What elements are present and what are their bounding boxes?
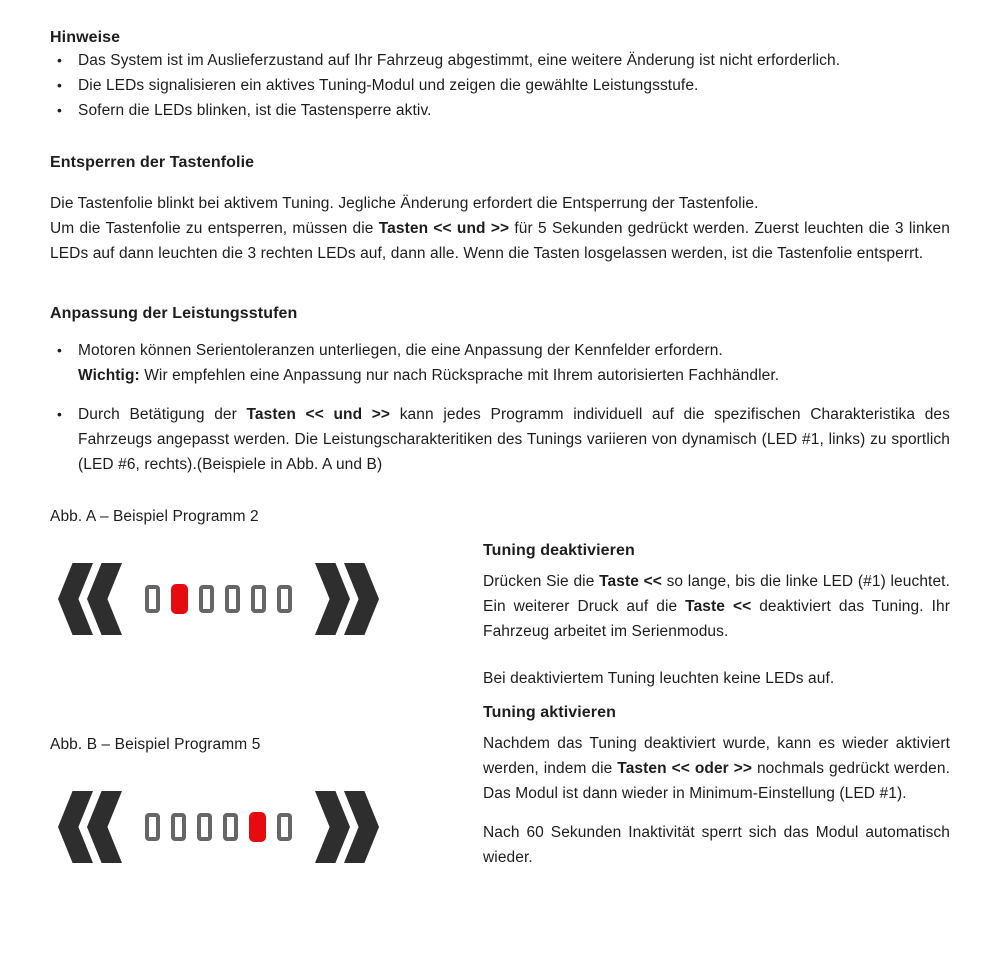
led-off-indicator xyxy=(251,585,266,613)
led-off-indicator xyxy=(277,813,292,841)
bottom-region xyxy=(50,507,950,870)
led-on-indicator xyxy=(171,584,188,614)
led-display-figure-b xyxy=(58,789,483,865)
led-off-indicator xyxy=(223,813,238,841)
anpassung-list xyxy=(50,338,950,477)
list-item xyxy=(50,402,950,477)
list-item xyxy=(50,73,950,98)
led-off-indicator xyxy=(171,813,186,841)
anpassung-title: Anpassung der Leistungsstufen xyxy=(50,305,298,322)
led-off-indicator xyxy=(197,813,212,841)
led-strip-b xyxy=(145,812,292,842)
figure-b-caption: Abb. B – Beispiel Programm 5 xyxy=(50,736,261,753)
section-anpassung xyxy=(50,304,950,477)
bullet-text: Sofern die LEDs blinken, ist die Tastensperre aktiv. xyxy=(78,102,432,119)
chevrons-right-icon xyxy=(315,562,379,636)
entsperren-paragraph: Die Tastenfolie blinkt bei aktivem Tuning. Jegliche Änderung erfordert die Entsperrung der Tastenfolie. Um die Tastenfolie zu entsperren, müssen die Tasten << und >> für 5 Sekunden gedrückt werden. Zuerst leuchten die 3 linken LEDs auf dann leuchten die 3 rechten LEDs auf, dann alle. Wenn die Tasten losgelassen werden, ist die Tastenfolie entsperrt. xyxy=(50,195,950,262)
hinweise-list xyxy=(50,48,950,123)
tuning-aktivieren-title: Tuning aktivieren xyxy=(483,704,616,721)
list-item xyxy=(50,98,950,123)
list-item xyxy=(50,48,950,73)
chevrons-left-icon xyxy=(58,562,122,636)
entsperren-title: Entsperren der Tastenfolie xyxy=(50,154,255,171)
led-off-indicator xyxy=(225,585,240,613)
bullet-text: Die LEDs signalisieren ein aktives Tuning-Modul und zeigen die gewählte Leistungsstufe. xyxy=(78,77,699,94)
led-on-indicator xyxy=(249,812,266,842)
instructions-column xyxy=(483,541,950,870)
led-off-indicator xyxy=(145,585,160,613)
section-hinweise xyxy=(50,28,950,123)
figures-column xyxy=(50,507,483,870)
tuning-deaktivieren-paragraph: Drücken Sie die Taste << so lange, bis die linke LED (#1) leuchtet. Ein weiterer Druck auf die Taste << deaktiviert das Tuning. Ihr Fahrzeug arbeitet im Serienmodus. xyxy=(483,573,950,640)
led-strip-a xyxy=(145,584,292,614)
figure-a-caption: Abb. A – Beispiel Programm 2 xyxy=(50,508,259,525)
chevrons-right-icon xyxy=(315,790,379,864)
bullet-text: Das System ist im Auslieferzustand auf Ihr Fahrzeug abgestimmt, eine weitere Änderung ist nicht erforderlich. xyxy=(78,52,841,69)
led-display-figure-a xyxy=(58,561,483,637)
led-off-indicator xyxy=(145,813,160,841)
hinweise-title: Hinweise xyxy=(50,29,121,46)
tuning-deaktivieren-title: Tuning deaktivieren xyxy=(483,542,635,559)
tuning-aktivieren-note: Nach 60 Sekunden Inaktivität sperrt sich das Modul automatisch wieder. xyxy=(483,824,950,866)
tuning-aktivieren-paragraph: Nachdem das Tuning deaktiviert wurde, kann es wieder aktiviert werden, indem die Tasten << oder >> nochmals gedrückt werden. Das Modul ist dann wieder in Minimum-Einstellung (LED #1). xyxy=(483,735,950,802)
tuning-deaktivieren-note: Bei deaktiviertem Tuning leuchten keine LEDs auf. xyxy=(483,670,835,687)
led-off-indicator xyxy=(199,585,214,613)
list-item xyxy=(50,338,950,388)
led-off-indicator xyxy=(277,585,292,613)
bullet-text: Durch Betätigung der Tasten << und >> kann jedes Programm individuell auf die spezifischen Charakteristika des Fahrzeugs angepasst werden. Die Leistungscharakteritiken des Tunings variieren von dynamisch (LED #1, links) zu sportlich (LED #6, rechts).(Beispiele in Abb. A und B) xyxy=(78,406,950,473)
bullet-text: Motoren können Serientoleranzen unterliegen, die eine Anpassung der Kennfelder erfordern. Wichtig: Wir empfehlen eine Anpassung nur nach Rücksprache mit Ihrem autorisierten Fachhändler. xyxy=(78,342,780,384)
chevrons-left-icon xyxy=(58,790,122,864)
section-entsperren xyxy=(50,153,950,266)
